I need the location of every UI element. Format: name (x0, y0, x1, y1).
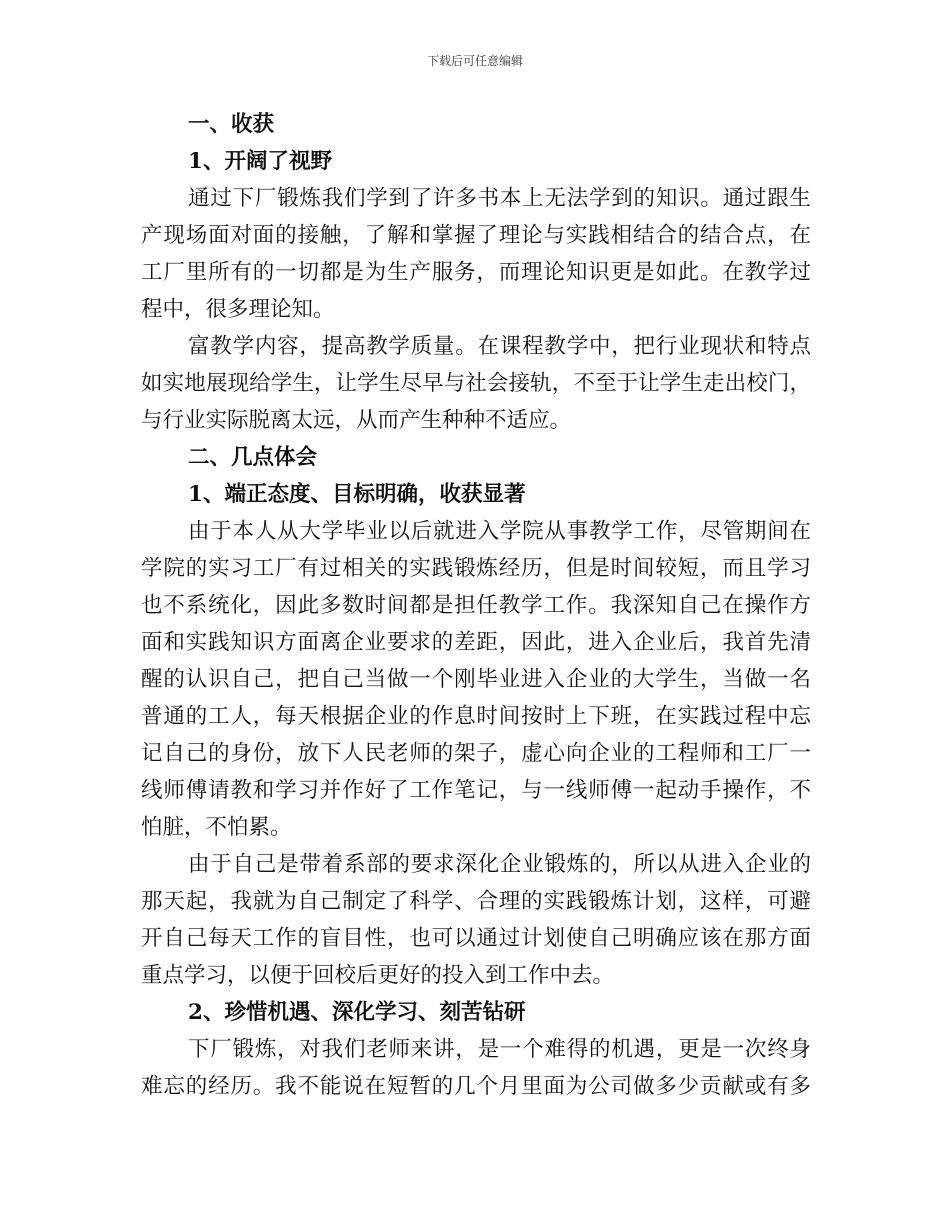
paragraph-line: 普通的工人，每天根据企业的作息时间按时上下班，在实践过程中忘 (141, 704, 811, 729)
paragraph-line: 难忘的经历。我不能说在短暂的几个月里面为公司做多少贡献或有多 (141, 1074, 811, 1099)
page-header-note: 下载后可任意编辑 (426, 54, 523, 68)
paragraph-line: 开自己每天工作的盲目性，也可以通过计划使自己明确应该在那方面 (141, 926, 811, 951)
paragraph-line: 富教学内容，提高教学质量。在课程教学中，把行业现状和特点 (188, 334, 811, 359)
paragraph-line: 工厂里所有的一切都是为生产服务，而理论知识更是如此。在教学过 (141, 260, 811, 285)
document-body (141, 106, 811, 1105)
paragraph-line: 记自己的身份，放下人民老师的架子，虚心向企业的工程师和工厂一 (141, 741, 811, 766)
paragraph-line: 通过下厂锻炼我们学到了许多书本上无法学到的知识。通过跟生 (188, 186, 811, 211)
paragraph-line: 产现场面对面的接触，了解和掌握了理论与实践相结合的结合点，在 (141, 223, 811, 248)
section-heading: 1、端正态度、目标明确，收获显著 (188, 482, 526, 507)
section-heading: 2、珍惜机遇、深化学习、刻苦钻研 (188, 1000, 526, 1025)
paragraph-line: 程中，很多理论知。 (141, 297, 335, 322)
section-heading: 二、几点体会 (188, 445, 318, 470)
paragraph-line: 那天起，我就为自己制定了科学、合理的实践锻炼计划，这样，可避 (141, 889, 811, 914)
paragraph-line: 由于自己是带着系部的要求深化企业锻炼的，所以从进入企业的 (188, 852, 811, 877)
paragraph-line: 下厂锻炼，对我们老师来讲，是一个难得的机遇，更是一次终身 (188, 1037, 811, 1062)
paragraph-line: 如实地展现给学生，让学生尽早与社会接轨，不至于让学生走出校门， (141, 371, 811, 396)
paragraph-line: 由于本人从大学毕业以后就进入学院从事教学工作，尽管期间在 (188, 519, 811, 544)
paragraph-line: 重点学习，以便于回校后更好的投入到工作中去。 (141, 963, 615, 988)
paragraph-line: 面和实践知识方面离企业要求的差距，因此，进入企业后，我首先清 (141, 630, 811, 655)
paragraph-line: 醒的认识自己，把自己当做一个刚毕业进入企业的大学生，当做一名 (141, 667, 811, 692)
paragraph-line: 线师傅请教和学习并作好了工作笔记，与一线师傅一起动手操作，不 (141, 778, 811, 803)
paragraph-line: 也不系统化，因此多数时间都是担任教学工作。我深知自己在操作方 (141, 593, 811, 618)
section-heading: 1、开阔了视野 (188, 149, 332, 174)
paragraph-line: 学院的实习工厂有过相关的实践锻炼经历，但是时间较短，而且学习 (141, 556, 811, 581)
section-heading: 一、收获 (188, 112, 275, 137)
paragraph-line: 与行业实际脱离太远，从而产生种种不适应。 (141, 408, 572, 433)
paragraph-line: 怕脏，不怕累。 (141, 815, 292, 840)
